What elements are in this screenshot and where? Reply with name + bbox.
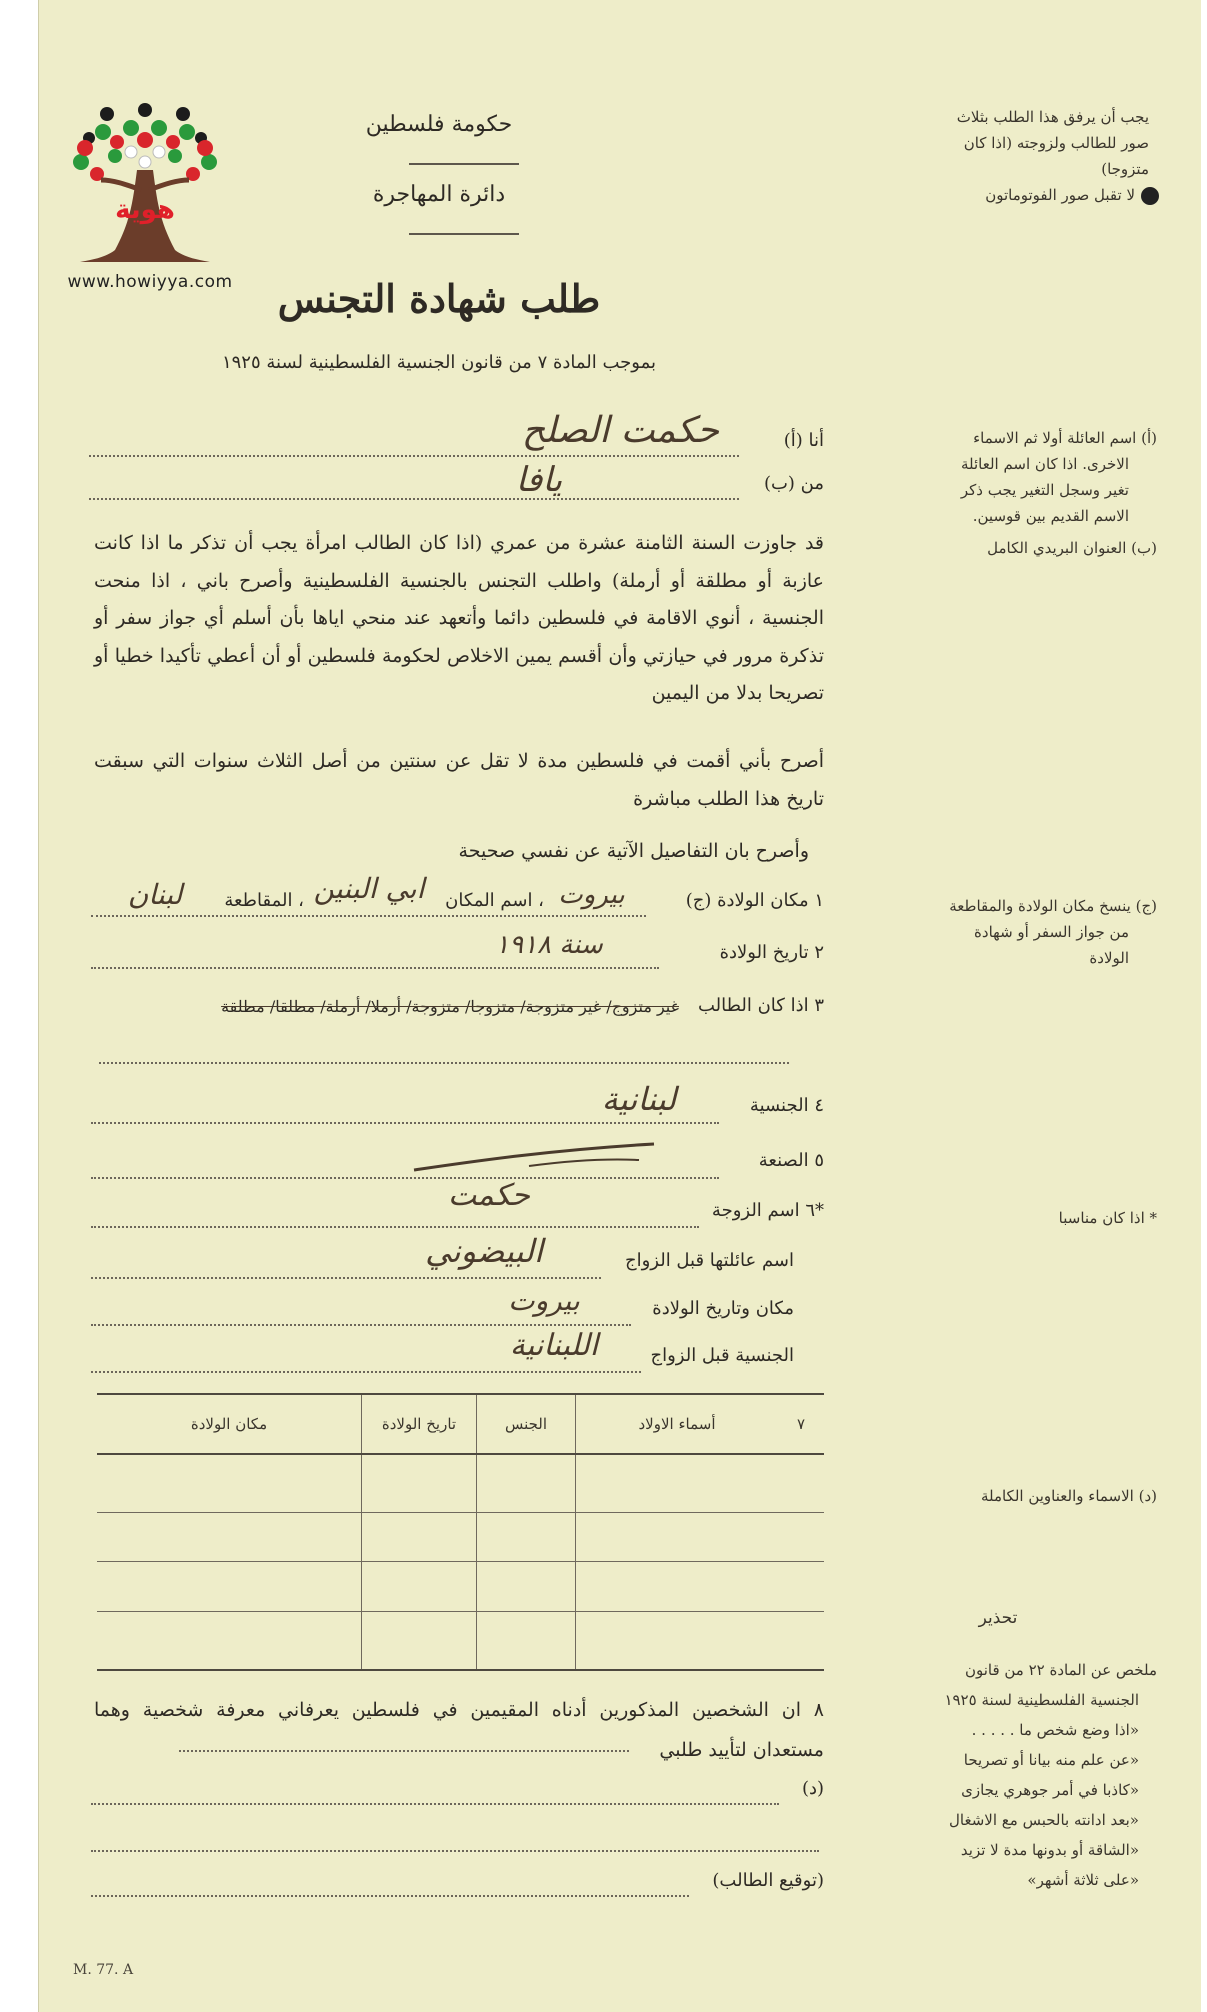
warning-line2: الجنسية الفلسطينية لسنة ١٩٢٥ bbox=[944, 1691, 1139, 1709]
signature-label: (توقيع الطالب) bbox=[712, 1870, 824, 1891]
details-intro: وأصرح بان التفاصيل الآتية عن نفسي صحيحة bbox=[458, 840, 809, 862]
photo-note-line1: يجب أن يرفق هذا الطلب بثلاث bbox=[956, 108, 1149, 126]
children-table-header bbox=[97, 1394, 824, 1454]
side-note-a bbox=[839, 425, 1157, 561]
d-label: (د) bbox=[801, 1778, 824, 1799]
item4-label: ٤ الجنسية bbox=[749, 1095, 824, 1116]
header-divider-2 bbox=[409, 233, 519, 235]
wife-family-line bbox=[91, 1277, 601, 1279]
warning-line5: «كاذبا في أمر جوهري يجازى bbox=[961, 1781, 1139, 1799]
item4-line bbox=[91, 1122, 719, 1124]
wife-birth-line bbox=[91, 1324, 631, 1326]
ana-label: أنا (أ) bbox=[783, 430, 824, 451]
side-note-c-line3: الولادة bbox=[1089, 949, 1129, 967]
warning-line4: «عن علم منه بيانا أو تصريحا bbox=[963, 1751, 1139, 1769]
ana-handwritten: حكمت الصلح bbox=[521, 410, 719, 451]
wife-family-label: اسم عائلتها قبل الزواج bbox=[624, 1250, 794, 1271]
warning-line3: «اذا وضع شخص ما . . . . . bbox=[971, 1721, 1139, 1739]
item8-text: ٨ ان الشخصين المذكورين أدناه المقيمين في فلسطين يعرفاني معرفة شخصية وهما مستعدان لتأييد طلبي bbox=[94, 1699, 824, 1761]
side-note-star: * اذا كان مناسبا bbox=[1058, 1209, 1157, 1227]
item1-place-value: ابي البنين bbox=[313, 872, 425, 905]
item1-birthplace-label: ١ مكان الولادة (ج) bbox=[685, 890, 824, 911]
item4-value: لبنانية bbox=[601, 1080, 677, 1118]
wife-family-value: البيضوني bbox=[425, 1232, 543, 1270]
declaration-text: قد جاوزت السنة الثامنة عشرة من عمري (اذا كان الطالب امرأة يجب أن تذكر ما اذا كانت عازبة أو مطلقة أو أرملة) واطلب التجنس بالجنسية الفلسطينية وأصرح باني ، اذا منحت الجنسية ، أنوي الاقامة في فلسطين دائما وأتعهد عند منحي اياها بأن أسلم أي جواز سفر أو تذكرة مرور في حيازتي وأن أقسم يمين الاخلاص لحكومة فلسطين أو أن أعطي تأكيدا خطيا أو تصريحا بدلا من اليمين bbox=[94, 532, 824, 704]
logo-text: هوية bbox=[115, 195, 175, 225]
side-note-b: (ب) العنوان البريدي الكامل bbox=[987, 539, 1157, 557]
residence-text: أصرح بأني أقمت في فلسطين مدة لا تقل عن سنتين من أصل الثلاث سنوات التي سبقت تاريخ هذا الطلب مباشرة bbox=[94, 750, 824, 810]
item2-label: ٢ تاريخ الولادة bbox=[719, 942, 824, 963]
wife-nationality-label: الجنسية قبل الزواج bbox=[650, 1345, 794, 1366]
ana-line bbox=[89, 455, 739, 457]
logo-url: www.howiyya.com bbox=[67, 272, 233, 292]
warning-line7: «الشاقة أو بدونها مدة لا تزيد bbox=[960, 1841, 1139, 1859]
form-title: طلب شهادة التجنس bbox=[277, 276, 601, 321]
side-note-d: (د) الاسماء والعناوين الكاملة bbox=[980, 1487, 1157, 1505]
item8-line bbox=[179, 1750, 629, 1752]
form-code: M. 77. A bbox=[73, 1962, 134, 1978]
application-form-page bbox=[38, 0, 1201, 2012]
table-row bbox=[97, 1454, 824, 1512]
side-note-a-line2: الاخرى. اذا كان اسم العائلة bbox=[960, 455, 1129, 473]
item5-label: ٥ الصنعة bbox=[758, 1150, 824, 1171]
warning-title: تحذير bbox=[978, 1608, 1018, 1628]
side-note-c-line1: (ج) ينسخ مكان الولادة والمقاطعة bbox=[949, 897, 1157, 915]
children-number-text: ٧ bbox=[796, 1415, 806, 1433]
table-row bbox=[97, 1612, 824, 1670]
family-tree-icon bbox=[45, 100, 245, 270]
table-row bbox=[97, 1512, 824, 1562]
item6-label: *٦ اسم الزوجة bbox=[711, 1200, 824, 1221]
bullet-icon bbox=[1141, 187, 1159, 205]
photo-note bbox=[849, 104, 1149, 208]
min-handwritten: يافا bbox=[515, 460, 563, 500]
d-line-1 bbox=[91, 1803, 779, 1805]
side-note-c-line2: من جواز السفر أو شهادة bbox=[974, 923, 1129, 941]
children-number bbox=[778, 1394, 824, 1454]
item3-label: ٣ اذا كان الطالب bbox=[697, 995, 824, 1016]
wife-nationality-value: اللبنانية bbox=[509, 1328, 599, 1363]
min-line bbox=[89, 498, 739, 500]
item5-dash-stroke bbox=[409, 1140, 659, 1176]
item2-value: سنة ١٩١٨ bbox=[495, 930, 603, 960]
col-dob bbox=[362, 1394, 477, 1454]
item2-line bbox=[91, 967, 659, 969]
howiyya-logo bbox=[45, 100, 245, 295]
item1-place-label: ، اسم المكان bbox=[445, 890, 544, 911]
col-names bbox=[576, 1394, 779, 1454]
item1-line bbox=[91, 915, 646, 917]
header-divider-1 bbox=[409, 163, 519, 165]
side-note-a-line1: (أ) اسم العائلة أولا ثم الاسماء bbox=[973, 429, 1157, 447]
photo-note-line3: متزوجا) bbox=[1101, 160, 1149, 178]
form-subtitle: بموجب المادة ٧ من قانون الجنسية الفلسطينية لسنة ١٩٢٥ bbox=[221, 352, 657, 373]
col-names-text: أسماء الاولاد bbox=[638, 1415, 716, 1433]
warning-line8: «على ثلاثة أشهر» bbox=[1027, 1871, 1139, 1889]
side-note-a-line4: الاسم القديم بين قوسين. bbox=[972, 507, 1129, 525]
item5-line bbox=[91, 1177, 719, 1179]
photo-note-line4 bbox=[849, 182, 1159, 208]
side-note-c bbox=[839, 893, 1157, 971]
photo-note-line4-text: لا تقبل صور الفوتوماتون bbox=[985, 186, 1135, 204]
col-pob bbox=[97, 1394, 362, 1454]
wife-birth-label: مكان وتاريخ الولادة bbox=[652, 1298, 794, 1319]
children-table bbox=[97, 1393, 824, 1671]
signature-line bbox=[91, 1895, 689, 1897]
item3-line bbox=[99, 1062, 789, 1064]
item1-birthplace-value: بيروت bbox=[558, 880, 625, 910]
col-dob-text: تاريخ الولادة bbox=[381, 1415, 457, 1433]
side-note-a-line3: تغير وسجل التغير يجب ذكر bbox=[960, 481, 1129, 499]
table-row bbox=[97, 1562, 824, 1612]
warning-text bbox=[839, 1655, 1157, 1895]
col-sex-text: الجنس bbox=[504, 1415, 548, 1433]
min-label: من (ب) bbox=[763, 473, 824, 494]
item1-district-label: ، المقاطعة bbox=[224, 890, 304, 911]
item6-line bbox=[91, 1226, 699, 1228]
col-pob-text: مكان الولادة bbox=[190, 1415, 268, 1433]
d-line-2 bbox=[91, 1850, 819, 1852]
department-name: دائرة المهاجرة bbox=[372, 182, 506, 207]
wife-birth-value: بيروت bbox=[508, 1284, 580, 1317]
warning-line6: «بعد ادانته بالحبس مع الاشغال bbox=[949, 1811, 1139, 1829]
wife-nationality-line bbox=[91, 1371, 641, 1373]
item1-district-value: لبنان bbox=[127, 878, 183, 911]
item3-options: غير متزوج/ غير متزوجة/ متزوجا/ متزوجة/ أرملا/ أرملة/ مطلقا/ مطلقة bbox=[221, 997, 679, 1016]
government-name: حكومة فلسطين bbox=[365, 112, 513, 137]
item6-value: حكمت bbox=[448, 1178, 530, 1213]
col-sex bbox=[477, 1394, 576, 1454]
photo-note-line2: صور للطالب ولزوجته (اذا كان bbox=[963, 134, 1149, 152]
warning-line1: ملخص عن المادة ٢٢ من قانون bbox=[964, 1661, 1157, 1679]
